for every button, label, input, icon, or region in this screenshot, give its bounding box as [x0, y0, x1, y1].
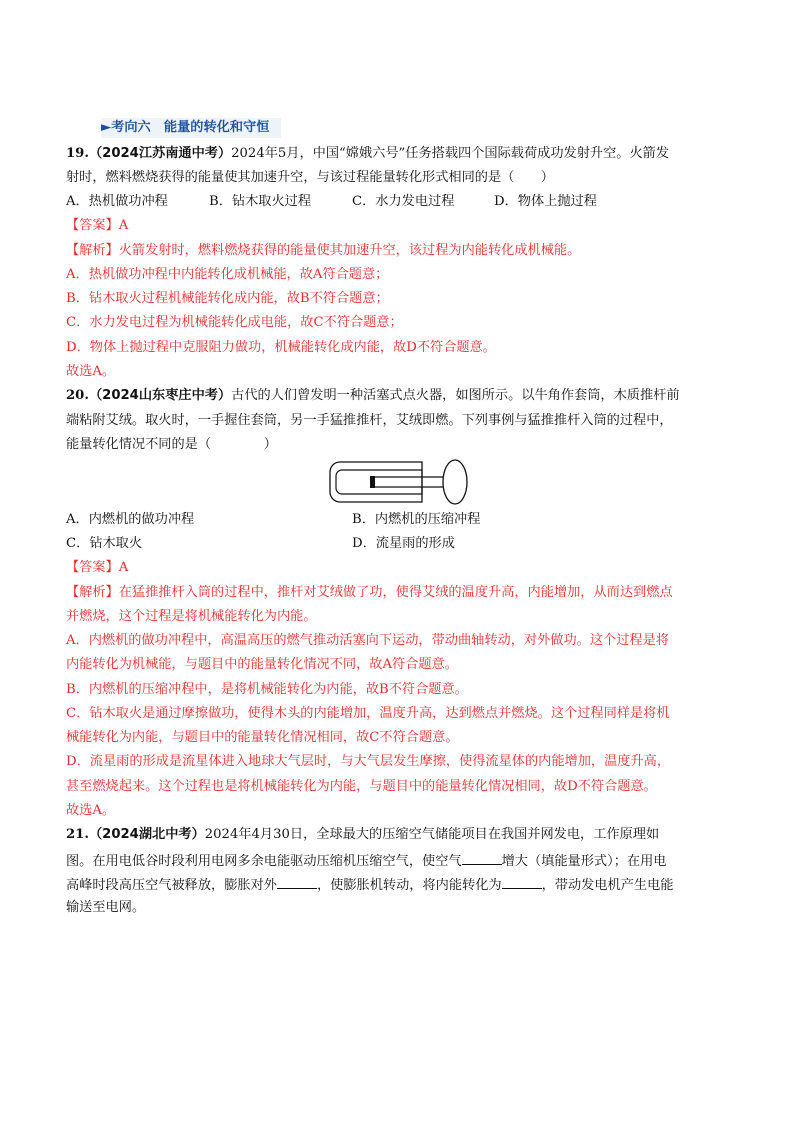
- q19-analysis-line-5: D．物体上抛过程中克服阻力做功，机械能转化成内能，故D不符合题意。: [66, 340, 496, 355]
- q19-analysis-line-1: 【解析】火箭发射时，燃料燃烧获得的能量使其加速升空，该过程为内能转化成机械能。: [66, 243, 581, 258]
- q20-stem-line-2: 端粘附艾绒。取火时，一手握住套筒，另一手猛推推杆，艾绒即燃。下列事例与猛推推杆入筒的过程中，: [66, 413, 673, 428]
- q19-answer-value: A: [118, 218, 129, 233]
- q19-stem-line-1: [66, 144, 669, 164]
- q20-analysis-line-4: 内能转化为机械能，与题目中的能量转化情况不同，故A符合题意。: [66, 657, 458, 672]
- q20-option-c: C．钻木取火: [66, 536, 143, 551]
- q20-analysis-line-9: 甚至燃烧起来。这个过程也是将机械能转化为内能，与题目中的能量转化情况相同，故D不符合题意。: [66, 779, 657, 794]
- q19-number: 19.: [66, 146, 89, 161]
- q21-stem-text-1: 2024年4月30日，全球最大的压缩空气储能项目在我国并网发电，工作原理如: [204, 827, 660, 842]
- q21-stem-line-2: 图。在用电低谷时段利用电网多余电能驱动压缩机压缩空气，使空气 增大（填能量形式）；在用电: [66, 850, 666, 872]
- q20-stem-line-1: [66, 386, 680, 406]
- q19-option-c: C．水力发电过程: [352, 194, 455, 209]
- q19-answer-label: 【答案】: [66, 218, 119, 233]
- q20-analysis-line-10: 故选A。: [66, 803, 116, 818]
- q20-option-b: B．内燃机的压缩冲程: [352, 512, 481, 527]
- sleeve-inner: [336, 470, 422, 494]
- q20-analysis-line-7: 械能转化为内能，与题目中的能量转化情况相同，故C不符合题意。: [66, 730, 459, 745]
- q19-option-d: D．物体上抛过程: [494, 194, 597, 209]
- q20-analysis-line-2: 并燃烧，这个过程是将机械能转化为内能。: [66, 609, 317, 624]
- rod-handle: [443, 460, 467, 504]
- section-heading: [101, 118, 281, 138]
- fill-blank-1[interactable]: [462, 850, 502, 865]
- q19-analysis-label: 【解析】: [66, 243, 119, 258]
- q20-answer-label: 【答案】: [66, 560, 119, 575]
- q19-stem-text-1: 2024年5月，中国“嫦娥六号”任务搭载四个国际载荷成功发射升空。火箭发: [231, 146, 670, 161]
- section-title: 考向六 能量的转化和守恒: [111, 120, 270, 135]
- q20-source: （2024山东枣庄中考）: [88, 388, 232, 403]
- q21-number: 21.: [66, 827, 89, 842]
- q20-analysis-label: 【解析】: [66, 585, 119, 600]
- q20-option-a: A．内燃机的做功冲程: [66, 512, 195, 527]
- q20-stem-line-3: 能量转化情况不同的是（ ）: [66, 437, 277, 452]
- piston-head: [370, 476, 375, 488]
- triangle-arrow-icon: ►: [101, 120, 112, 135]
- q21-source: （2024湖北中考）: [88, 827, 205, 842]
- q19-analysis-line-2: A．热机做功冲程中内能转化成机械能，故A符合题意；: [66, 267, 389, 282]
- q20-answer-value: A: [118, 560, 129, 575]
- q20-analysis-line-1: 【解析】在猛推推杆入筒的过程中，推杆对艾绒做了功，使得艾绒的温度升高，内能增加，从而达到燃点: [66, 585, 673, 600]
- q20-number: 20.: [66, 388, 89, 403]
- fire-piston-figure: [328, 456, 472, 508]
- q19-analysis-line-4: C．水力发电过程为机械能转化成电能，故C不符合题意；: [66, 315, 403, 330]
- q19-source: （2024江苏南通中考）: [88, 146, 232, 161]
- q21-stem-line-3: 高峰时段高压空气被释放，膨胀对外 ，使膨胀机转动，将内能转化为 ，带动发电机产生电能: [66, 874, 674, 896]
- q20-analysis-line-6: C．钻木取火是通过摩擦做功，使得木头的内能增加，温度升高，达到燃点并燃烧。这个过程同样是将机: [66, 706, 670, 721]
- q20-analysis-line-5: B．内燃机的压缩冲程中，是将机械能转化为内能，故B不符合题意。: [66, 682, 468, 697]
- q19-answer: [66, 216, 128, 236]
- q20-option-d: D．流星雨的形成: [352, 536, 455, 551]
- q20-analysis-line-8: D．流星雨的形成是流星体进入地球大气层时，与大气层发生摩擦，使得流星体的内能增加，温度升高，: [66, 754, 671, 769]
- q20-analysis-line-3: A．内燃机的做功冲程中，高温高压的燃气推动活塞向下运动，带动曲轴转动，对外做功。这个过程是将: [66, 633, 669, 648]
- sleeve-outer: [330, 462, 422, 502]
- fill-blank-3[interactable]: [502, 874, 542, 889]
- q21-stem-line-4: 输送至电网。: [66, 900, 146, 915]
- q19-analysis-line-3: B．钻木取火过程机械能转化成内能，故B不符合题意；: [66, 291, 389, 306]
- q19-option-b: B．钻木取火过程: [209, 194, 312, 209]
- q19-analysis-line-6: 故选A。: [66, 364, 116, 379]
- q19-option-a: A．热机做功冲程: [66, 194, 168, 209]
- q21-stem-line-1: [66, 825, 659, 845]
- q20-answer: [66, 558, 128, 578]
- q19-stem-line-2: 射时，燃料燃烧获得的能量使其加速升空，与该过程能量转化形式相同的是（ ）: [66, 170, 554, 185]
- q20-stem-text-1: 古代的人们曾发明一种活塞式点火器，如图所示。以牛角作套筒，木质推杆前: [231, 388, 680, 403]
- fill-blank-2[interactable]: [277, 874, 317, 889]
